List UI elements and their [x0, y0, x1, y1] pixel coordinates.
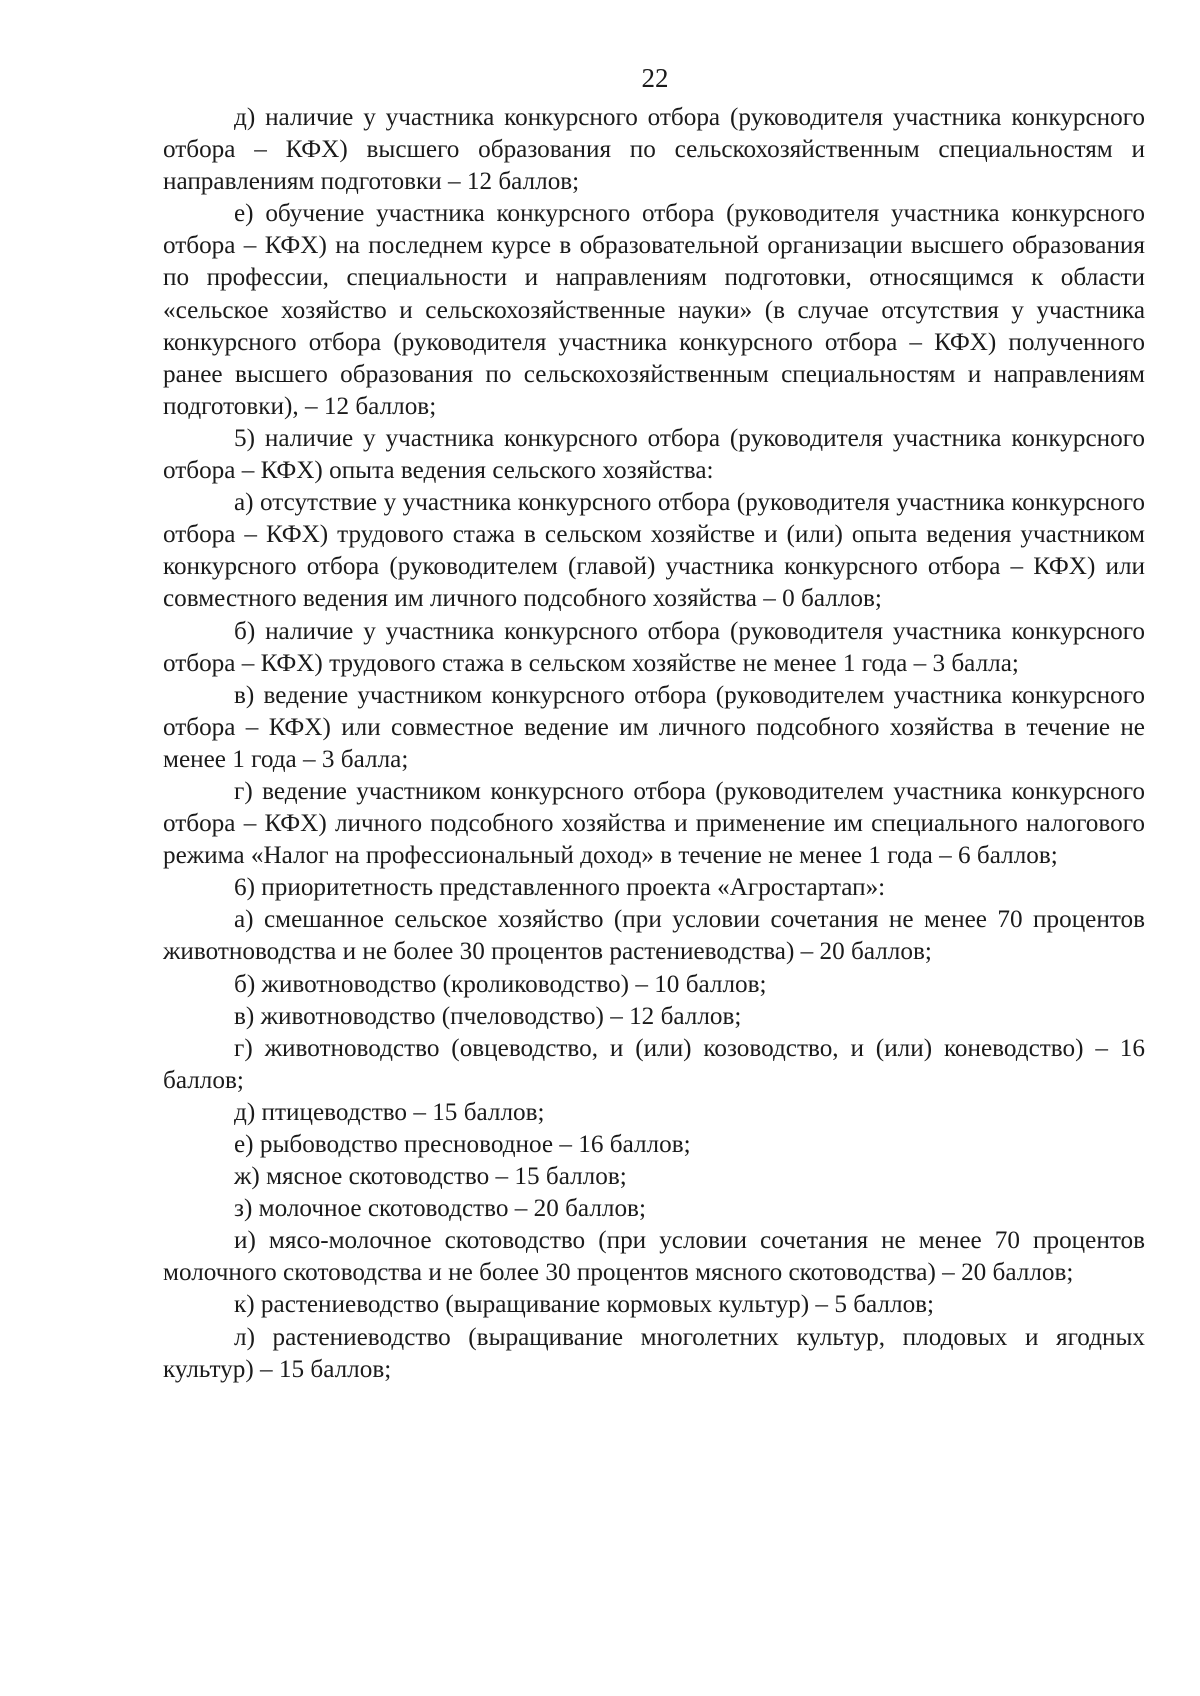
paragraph-6: 6) приоритетность представленного проекта «Агростартап»:: [234, 874, 886, 902]
paragraph-6v: в) животноводство (пчеловодство) – 12 баллов;: [234, 1002, 742, 1030]
paragraph-6g: г) животноводство (овцеводство, и (или) козоводство, и (или) коневодство) – 16 баллов;: [163, 1034, 1145, 1094]
paragraph-6k: к) растениеводство (выращивание кормовых культур) – 5 баллов;: [234, 1291, 935, 1319]
paragraph-6i: и) мясо-молочное скотоводство (при условии сочетания не менее 70 процентов молочного скотоводства и не более 30 процентов мясного скотоводства) – 20 баллов;: [163, 1227, 1145, 1287]
paragraph-6b: б) животноводство (кролиководство) – 10 баллов;: [234, 970, 767, 998]
paragraph-5v: в) ведение участником конкурсного отбора (руководителем участника конкурсного отбора – КФХ) или совместное ведение им личного подсобного хозяйства в течение не менее 1 года – 3 балла;: [163, 681, 1145, 773]
paragraph-6z: з) молочное скотоводство – 20 баллов;: [234, 1195, 646, 1223]
paragraph-5a: а) отсутствие у участника конкурсного отбора (руководителя участника конкурсного отбора – КФХ) трудового стажа в сельском хозяйстве и (или) опыта ведения участником конкурсного отбора (руководителем (главой) участника конкурсного отбора – КФХ) или совместного ведения им личного подсобного хозяйства – 0 баллов;: [163, 489, 1145, 613]
paragraph-5b: б) наличие у участника конкурсного отбора (руководителя участника конкурсного отбора – КФХ) трудового стажа в сельском хозяйстве не менее 1 года – 3 балла;: [163, 617, 1145, 677]
paragraph-6l: л) растениеводство (выращивание многолетних культур, плодовых и ягодных культур) – 15 баллов;: [163, 1323, 1145, 1383]
paragraph-6d: д) птицеводство – 15 баллов;: [234, 1098, 545, 1126]
paragraph-6zh: ж) мясное скотоводство – 15 баллов;: [234, 1163, 627, 1191]
paragraph-6a: а) смешанное сельское хозяйство (при условии сочетания не менее 70 процентов животноводства и не более 30 процентов растениеводства) – 20 баллов;: [163, 906, 1145, 966]
paragraph-4d: д) наличие у участника конкурсного отбора (руководителя участника конкурсного отбора – КФХ) высшего образования по сельскохозяйственным специальностям и направлениям подготовки – 12 баллов;: [163, 104, 1145, 196]
page-number: 22: [641, 63, 669, 93]
document-body: [163, 102, 1145, 1386]
paragraph-6e: е) рыбоводство пресноводное – 16 баллов;: [234, 1131, 691, 1158]
paragraph-4e: е) обучение участника конкурсного отбора (руководителя участника конкурсного отбора – КФХ) на последнем курсе в образовательной организации высшего образования по профессии, специальности и направлениям подготовки, относящимся к области «сельское хозяйство и сельскохозяйственные науки» (в случае отсутствия у участника конкурсного отбора (руководителя участника конкурсного отбора – КФХ) полученного ранее высшего образования по сельскохозяйственным специальностям и направлениям подготовки), – 12 баллов;: [163, 200, 1145, 420]
paragraph-5: 5) наличие у участника конкурсного отбора (руководителя участника конкурсного отбора – КФХ) опыта ведения сельского хозяйства:: [163, 424, 1145, 485]
paragraph-5g: г) ведение участником конкурсного отбора (руководителем участника конкурсного отбора – КФХ) личного подсобного хозяйства и применение им специального налогового режима «Налог на профессиональный доход» в течение не менее 1 года – 6 баллов;: [163, 777, 1145, 870]
